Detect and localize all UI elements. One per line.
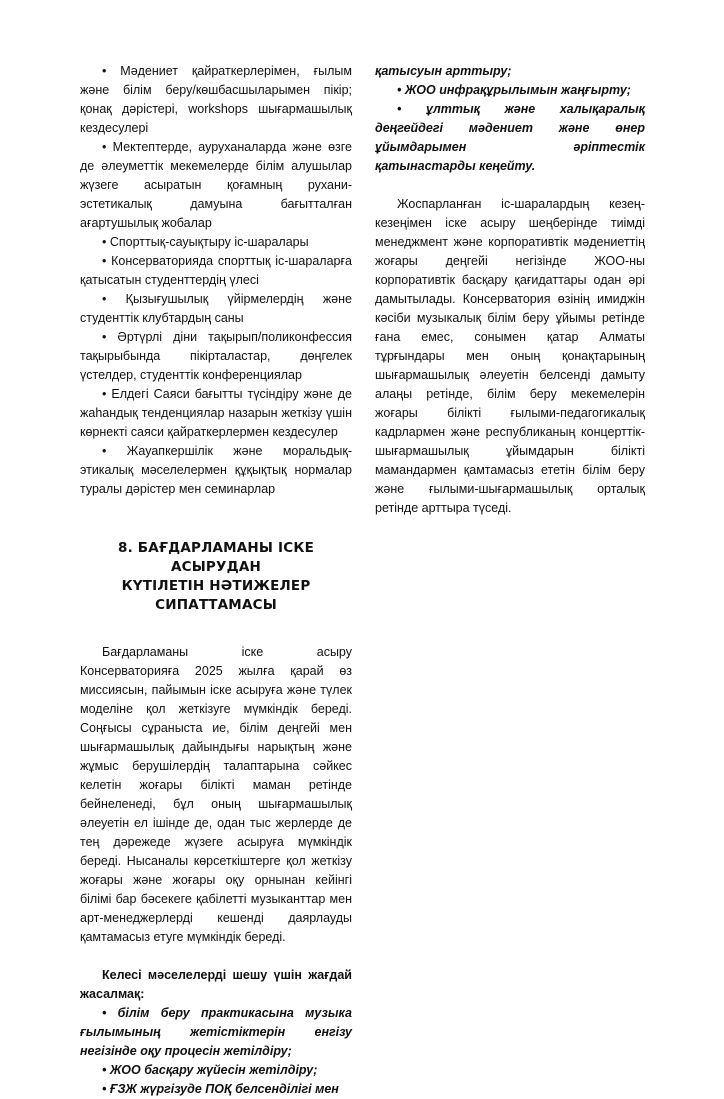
results-paragraph: Бағдарламаны іске асыру Консерваторияға 2025 жылға қарай өз миссиясын, пайымын іске асыруға және түлек моделіне қол жеткізуге мүмкіндік береді. Соңғысы сұраныста ие, білім деңгейі мен шығармашылық дайындығы нарықтың және жұмыс берушілердің талаптарына сәйкес келетін жоғары білікті маман ретінде бейнеленеді, бұл оның шығармашылық әлеуетін ел ішінде де, одан тыс жерлерде де тең дәрежеде жүзеге асыруға мүмкіндік береді. Нысаналы көрсеткіштерге қол жеткізу жоғары және жоғары оқу орнынан кейінгі білімі бар бәсекеге қабілетті музыканттар мен арт-менеджерлерді кешенді даярлауды қамтамасыз етуге мүмкіндік береді. bbox=[80, 645, 352, 944]
condition-item: • ҒЗЖ жүргізуде ПОҚ белсенділігі мен bbox=[102, 1082, 339, 1096]
list-item: • Спорттық-сауықтыру іс-шаралары bbox=[102, 235, 309, 249]
list-item: • Жауапкершілік және моральдық-этикалық мәселелермен құқықтық нормалар туралы дәрістер мен семинарлар bbox=[80, 444, 352, 496]
section-heading-line-2: КҮТІЛЕТІН НӘТИЖЕЛЕР СИПАТТАМАСЫ bbox=[121, 578, 311, 613]
right-column bbox=[375, 62, 645, 518]
list-item: • Елдегі Саяси бағытты түсіндіру және де жаһандық тенденциялар назарын жеткізу үшін көрнекті саяси қайраткерлермен кездесулер bbox=[80, 387, 352, 439]
section-heading-line-1: 8. БАҒДАРЛАМАНЫ ІСКЕ АСЫРУДАН bbox=[117, 540, 315, 575]
condition-item: • ЖОО басқару жүйесін жетілдіру; bbox=[102, 1063, 318, 1077]
development-paragraph: Жоспарланған іс-шаралардың кезең-кезеңімен іске асыру шеңберінде тиімді менеджмент және корпоративтік мәдениеттің жоғары деңгейі негізінде ЖОО-ны корпоративтік басқару қағидаттары одан әрі дамытылады. Консерватория өзінің имиджін кәсіби музыкалық білім беру ұйымы ретінде ғана емес, сонымен қатар Алматы тұрғындары мен оның қонақтарының шығармашылық әлеуетін белсенді дамыту алаңы ретінде, білім беру мекемелерін жоғары білікті ғылыми-педагогикалық кадрлармен және республиканың концерттік-шығармашылық ұйымдарын білікті мамандармен қамтамасыз ететін білім беру және ғылыми-шығармашылық орталық ретінде арттыра түседі. bbox=[375, 197, 645, 515]
list-item: • Мектептерде, ауруханаларда және өзге де әлеуметтік мекемелерде білім алушылар жүзеге асыратын қоғамның рухани-эстетикалық дамуына бағытталған ағартушылық жобалар bbox=[80, 140, 352, 230]
activities-list bbox=[80, 62, 352, 499]
list-item: • Мәдениет қайраткерлерімен, ғылым және білім беру/көшбасшыларымен пікір; қонақ дәрістері, workshops шығармашылық кездесулері bbox=[80, 64, 352, 135]
list-item: • Әртүрлі діни тақырып/поликонфессия тақырыбында пікірталастар, дөңгелек үстелдер, студенттік конференциялар bbox=[80, 330, 352, 382]
condition-continuation: қатысуын арттыру; bbox=[375, 64, 512, 78]
section-heading bbox=[80, 539, 352, 615]
left-column bbox=[80, 62, 352, 1099]
condition-item: • білім беру практикасына музыка ғылымының жетістіктерін енгізу негізінде оқу процесін жетілдіру; bbox=[80, 1006, 352, 1058]
list-item: • Консерваторияда спорттық іс-шараларға қатысатын студенттердің үлесі bbox=[80, 254, 352, 287]
list-item: • Қызығушылық үйірмелердің және студенттік клубтардың саны bbox=[80, 292, 352, 325]
condition-item: • ұлттық және халықаралық деңгейдегі мәдениет және өнер ұйымдарымен әріптестік қатынастарды кеңейту. bbox=[375, 102, 645, 173]
condition-item: • ЖОО инфрақұрылымын жаңғырту; bbox=[397, 83, 631, 97]
conditions-intro: Келесі мәселелерді шешу үшін жағдай жасалмақ: bbox=[80, 968, 352, 1001]
